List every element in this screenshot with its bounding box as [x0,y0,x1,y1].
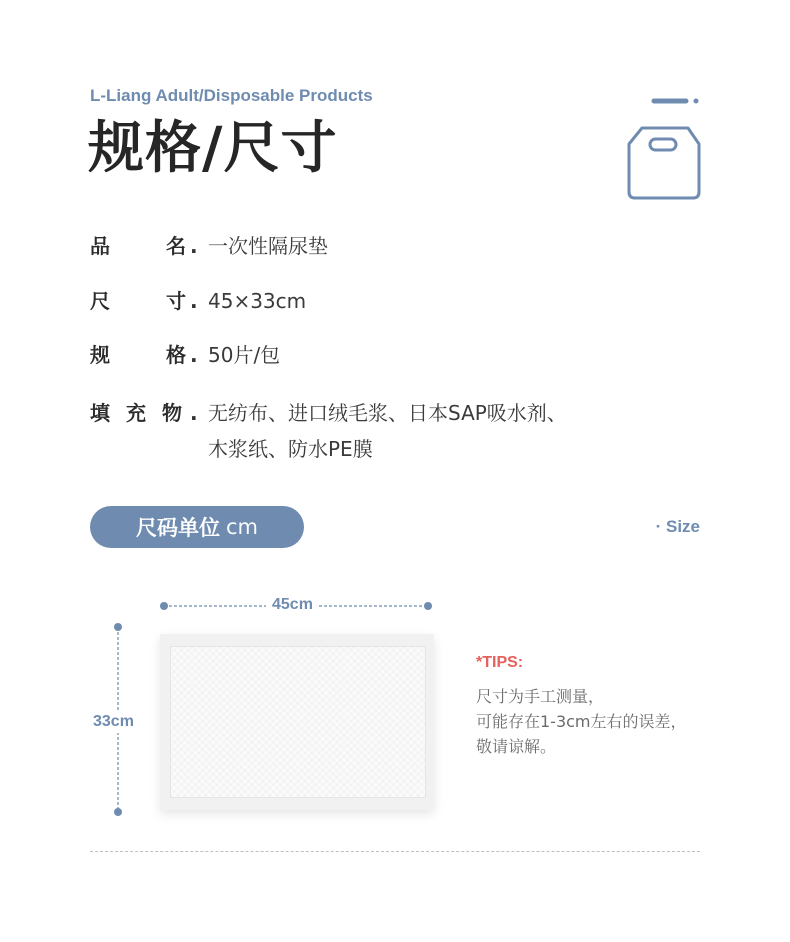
spec-key-char: 格 [166,343,186,367]
pad-absorbent-area [170,646,426,798]
spec-colon: . [190,234,198,258]
spec-key-char: 充 [126,401,146,425]
spec-colon: . [190,289,198,313]
page-title: 规格/尺寸 [88,116,338,181]
brand-subtitle: L-Liang Adult/Disposable Products [90,86,373,105]
spec-value-name: 一次性隔尿垫 [208,234,328,258]
spec-row-spec [90,338,590,372]
spec-key-char: 物 [162,401,182,425]
spec-row-size [90,284,590,318]
spec-value-filling-line-1: 无纺布、进口绒毛浆、日本SAP吸水剂、 [208,401,567,425]
pad-illustration [160,634,434,810]
height-end-dot [114,808,122,816]
tips-line: 敬请谅解。 [476,737,557,756]
spec-value-filling-line-2: 木浆纸、防水PE膜 [208,437,373,461]
spec-key-char: 尺 [90,289,110,313]
spec-row-name [90,229,590,263]
shopping-bag-icon [626,94,702,204]
bottom-divider [90,851,700,852]
unit-pill-unit: cm [225,515,258,539]
tips-line: 尺寸为手工测量， [476,687,605,706]
width-start-dot [160,602,168,610]
spec-row-filling [90,396,650,468]
spec-value-spec: 50片/包 [208,343,281,367]
spec-key-char: 填 [90,401,110,425]
tips-line: 可能存在1-3cm左右的误差， [476,712,687,731]
spec-colon: . [190,343,198,367]
width-end-dot [424,602,432,610]
height-start-dot [114,623,122,631]
size-tag: · Size [655,517,700,536]
tips-title: *TIPS: [476,654,524,671]
width-label: 45cm [266,596,319,614]
unit-pill [90,506,304,548]
spec-colon: . [190,401,198,425]
spec-key-char: 寸 [166,289,186,313]
height-label: 33cm [93,711,134,733]
spec-key-char: 品 [90,234,110,258]
spec-key-char: 规 [90,343,110,367]
unit-pill-label: 尺码单位 [135,516,220,540]
spec-key-char: 名 [166,234,186,258]
spec-value-size: 45×33cm [208,289,307,313]
